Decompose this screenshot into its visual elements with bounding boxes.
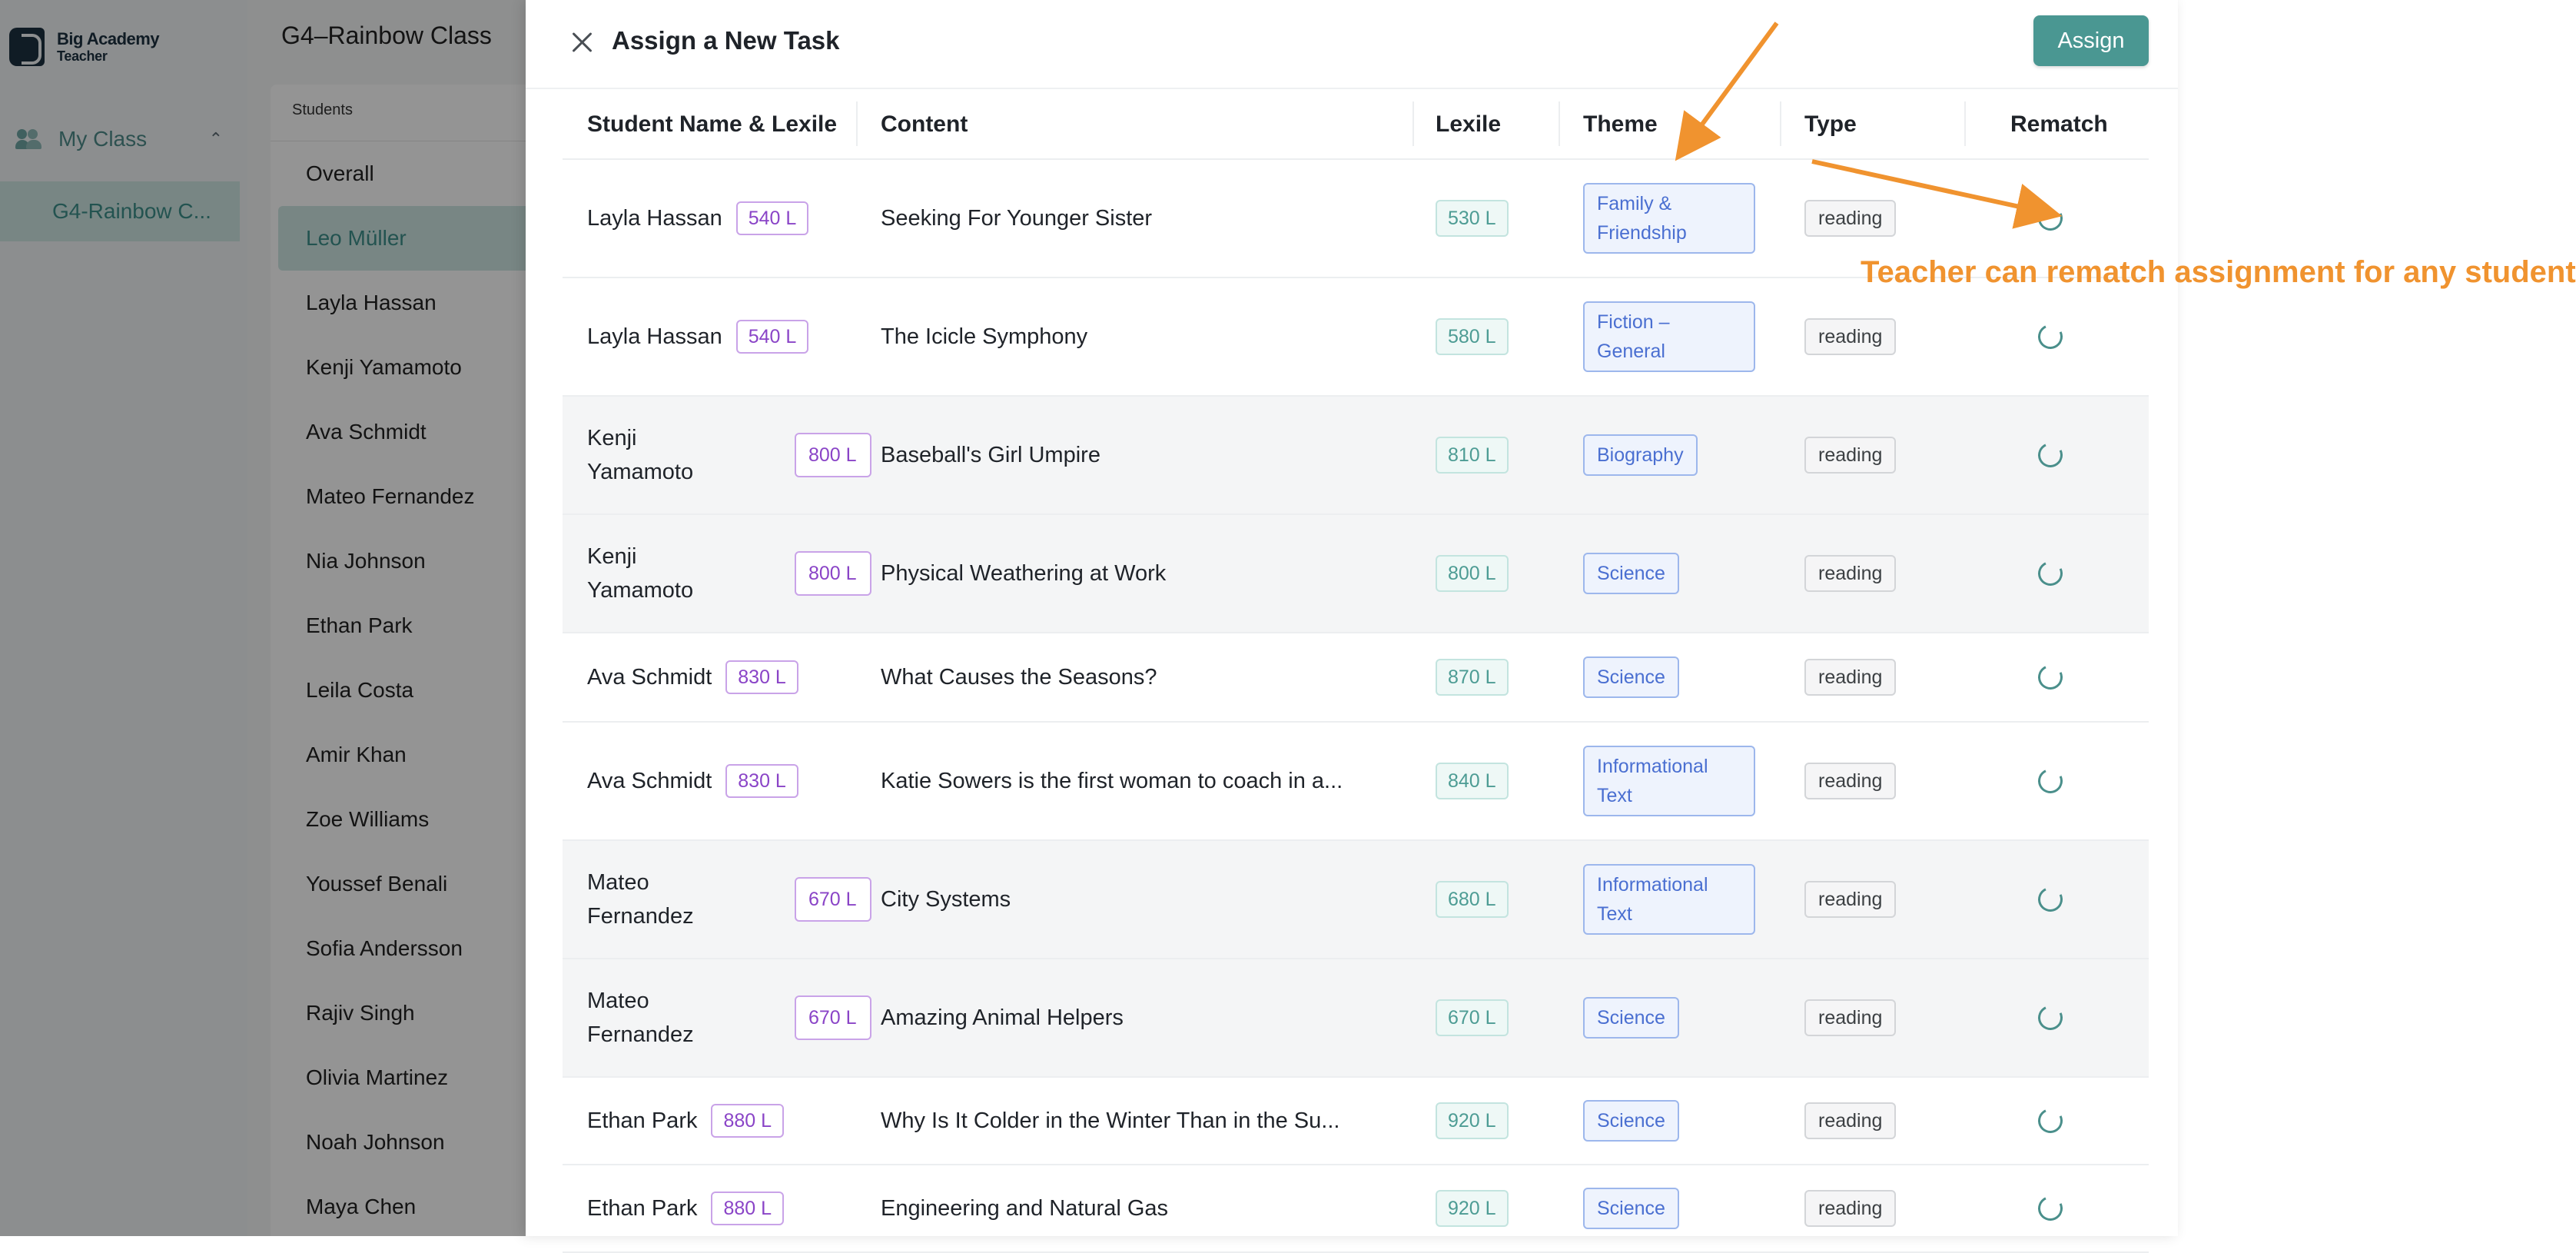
- student-cell: [587, 1165, 784, 1251]
- student-lexile-badge: 800 L: [795, 433, 871, 477]
- table-row: [563, 1165, 2149, 1253]
- table-row: [563, 633, 2149, 723]
- student-item[interactable]: Sofia Andersson: [306, 936, 463, 960]
- student-name: Ethan Park: [587, 1196, 698, 1221]
- content-title[interactable]: Amazing Animal Helpers: [881, 1005, 1124, 1030]
- rematch-icon[interactable]: [2034, 1192, 2066, 1224]
- rematch-icon[interactable]: [2034, 202, 2066, 234]
- class-title: G4–Rainbow Class: [281, 22, 492, 49]
- brand-subtitle: Teacher: [57, 48, 108, 64]
- rematch-icon[interactable]: [2034, 439, 2066, 470]
- student-lexile-badge: 880 L: [711, 1192, 784, 1225]
- table-row: [563, 1078, 2149, 1165]
- rematch-icon[interactable]: [2034, 883, 2066, 915]
- content-title[interactable]: Seeking For Younger Sister: [881, 205, 1153, 231]
- drawer-header: [526, 0, 2178, 89]
- student-item[interactable]: Ava Schmidt: [306, 420, 427, 444]
- type-badge: reading: [1804, 659, 1896, 696]
- student-item[interactable]: Layla Hassan: [306, 291, 437, 314]
- nav-class-item[interactable]: G4-Rainbow C...: [0, 181, 240, 241]
- column-theme: Theme: [1583, 111, 1658, 137]
- theme-badge: Science: [1583, 553, 1679, 594]
- table-row: [563, 841, 2149, 959]
- rematch-icon[interactable]: [2034, 765, 2066, 796]
- content-title[interactable]: Katie Sowers is the first woman to coach in a...: [881, 768, 1343, 793]
- brand-name: Big Academy: [57, 29, 160, 48]
- nav-my-class-label: My Class: [58, 127, 148, 151]
- close-icon[interactable]: [566, 26, 599, 60]
- theme-badge: Family & Friendship: [1583, 183, 1755, 254]
- content-lexile-badge: 920 L: [1436, 1190, 1509, 1227]
- type-badge: reading: [1804, 1190, 1896, 1227]
- student-name: Ava Schmidt: [587, 665, 712, 690]
- annotation-text: Teacher can rematch assignment for any student: [1861, 255, 2576, 289]
- student-item[interactable]: Ethan Park: [306, 613, 413, 637]
- content-title[interactable]: Engineering and Natural Gas: [881, 1195, 1169, 1221]
- student-item[interactable]: Amir Khan: [306, 743, 407, 766]
- table-row: [563, 278, 2149, 397]
- student-cell: [587, 1078, 784, 1164]
- student-name: Kenji Yamamoto: [587, 544, 694, 603]
- student-cell: [587, 160, 808, 277]
- rematch-icon[interactable]: [2034, 1002, 2066, 1033]
- student-name: Ethan Park: [587, 1108, 698, 1133]
- student-lexile-badge: 800 L: [795, 551, 871, 596]
- type-badge: reading: [1804, 437, 1896, 474]
- type-badge: reading: [1804, 881, 1896, 918]
- type-badge: reading: [1804, 318, 1896, 355]
- chevron-up-icon: ⌃: [208, 129, 223, 148]
- student-cell: [587, 723, 798, 839]
- column-content: Content: [881, 111, 968, 137]
- rematch-icon[interactable]: [2034, 661, 2066, 693]
- student-lexile-badge: 830 L: [725, 660, 798, 694]
- student-item[interactable]: Kenji Yamamoto: [306, 355, 462, 379]
- content-lexile-badge: 580 L: [1436, 318, 1509, 355]
- student-lexile-badge: 540 L: [736, 201, 809, 235]
- student-item[interactable]: Rajiv Singh: [306, 1001, 415, 1025]
- content-lexile-badge: 870 L: [1436, 659, 1509, 696]
- type-badge: reading: [1804, 763, 1896, 799]
- students-header: Students: [271, 85, 547, 141]
- drawer-title: Assign a New Task: [612, 26, 840, 55]
- column-rematch: Rematch: [2010, 111, 2108, 137]
- table-row: [563, 515, 2149, 633]
- student-item[interactable]: Zoe Williams: [306, 807, 430, 831]
- student-cell: [587, 278, 808, 395]
- student-item[interactable]: Noah Johnson: [306, 1130, 445, 1154]
- content-title[interactable]: What Causes the Seasons?: [881, 664, 1157, 690]
- theme-badge: Informational Text: [1583, 746, 1755, 816]
- content-title[interactable]: Why Is It Colder in the Winter Than in the Su...: [881, 1108, 1340, 1133]
- content-lexile-badge: 810 L: [1436, 437, 1509, 474]
- column-lexile: Lexile: [1436, 111, 1502, 137]
- theme-badge: Biography: [1583, 434, 1698, 476]
- content-lexile-badge: 840 L: [1436, 763, 1509, 799]
- student-cell: [587, 841, 864, 958]
- table-row: [563, 723, 2149, 841]
- student-name: Layla Hassan: [587, 324, 722, 349]
- assign-task-drawer: [526, 0, 2576, 1236]
- student-lexile-badge: 880 L: [711, 1104, 784, 1138]
- theme-badge: Science: [1583, 1188, 1679, 1229]
- student-item[interactable]: Mateo Fernandez: [306, 484, 475, 508]
- type-badge: reading: [1804, 1102, 1896, 1139]
- content-lexile-badge: 670 L: [1436, 999, 1509, 1036]
- theme-badge: Informational Text: [1583, 864, 1755, 935]
- table-row: [563, 397, 2149, 515]
- content-lexile-badge: 800 L: [1436, 555, 1509, 592]
- student-name: Mateo Fernandez: [587, 989, 694, 1047]
- student-item[interactable]: Youssef Benali: [306, 872, 448, 896]
- content-title[interactable]: Baseball's Girl Umpire: [881, 442, 1100, 467]
- student-item[interactable]: Maya Chen: [306, 1195, 417, 1218]
- table-row: [563, 959, 2149, 1078]
- content-title[interactable]: The Icicle Symphony: [881, 324, 1088, 349]
- content-lexile-badge: 680 L: [1436, 881, 1509, 918]
- theme-badge: Science: [1583, 656, 1679, 698]
- student-name: Ava Schmidt: [587, 769, 712, 793]
- theme-badge: Science: [1583, 1100, 1679, 1142]
- student-lexile-badge: 830 L: [725, 764, 798, 798]
- content-title[interactable]: Physical Weathering at Work: [881, 560, 1167, 586]
- theme-badge: Fiction – General: [1583, 301, 1755, 372]
- student-item[interactable]: Nia Johnson: [306, 549, 426, 573]
- student-cell: [587, 633, 798, 721]
- type-badge: reading: [1804, 200, 1896, 237]
- content-lexile-badge: 920 L: [1436, 1102, 1509, 1139]
- student-item[interactable]: Leo Müller: [278, 206, 547, 271]
- student-name: Mateo Fernandez: [587, 870, 694, 929]
- type-badge: reading: [1804, 555, 1896, 592]
- content-title[interactable]: City Systems: [881, 886, 1011, 912]
- student-item[interactable]: Olivia Martinez: [306, 1065, 449, 1089]
- rematch-icon[interactable]: [2034, 321, 2066, 352]
- theme-badge: Science: [1583, 997, 1679, 1039]
- student-cell: [587, 959, 864, 1076]
- student-item[interactable]: Leila Costa: [306, 678, 414, 702]
- rematch-icon[interactable]: [2034, 1105, 2066, 1136]
- type-badge: reading: [1804, 999, 1896, 1036]
- assign-button[interactable]: Assign: [2033, 15, 2149, 66]
- student-lexile-badge: 670 L: [795, 877, 871, 922]
- rematch-icon[interactable]: [2034, 557, 2066, 589]
- modal-backdrop[interactable]: [0, 0, 526, 1236]
- student-lexile-badge: 670 L: [795, 995, 871, 1040]
- content-lexile-badge: 530 L: [1436, 200, 1509, 237]
- student-item[interactable]: Overall: [306, 161, 374, 185]
- column-student: Student Name & Lexile: [587, 111, 838, 137]
- column-type: Type: [1804, 111, 1857, 137]
- student-name: Layla Hassan: [587, 206, 722, 231]
- student-cell: [587, 397, 864, 513]
- student-name: Kenji Yamamoto: [587, 426, 694, 484]
- student-cell: [587, 515, 864, 632]
- table-header: [563, 89, 2149, 160]
- student-lexile-badge: 540 L: [736, 320, 809, 354]
